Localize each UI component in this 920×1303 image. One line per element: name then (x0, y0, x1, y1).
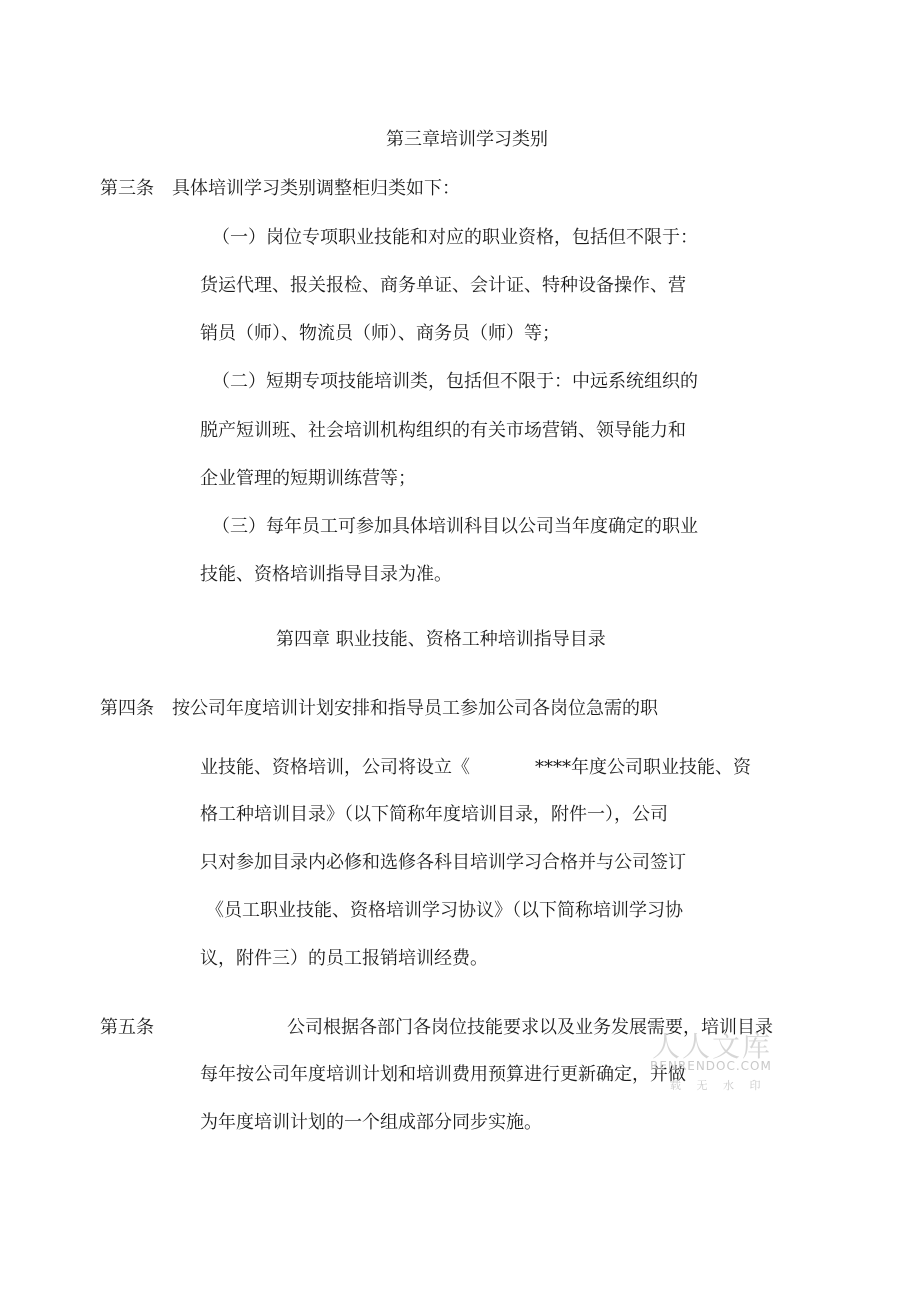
article-3-line: （三）每年员工可参加具体培训科目以公司当年度确定的职业 (212, 516, 698, 537)
watermark-main-text: 人人文库 (652, 1030, 773, 1063)
article-3-label: 第三条 (100, 178, 154, 199)
chapter-4-title: 第四章 职业技能、资格工种培训指导目录 (276, 629, 606, 650)
article-4-line: 只对参加目录内必修和选修各科目培训学习合格并与公司签订 (200, 852, 686, 873)
article-5-label: 第五条 (100, 1017, 154, 1038)
watermark-subtitle: 载 无 水 印 (670, 1079, 767, 1092)
article-3-line: 技能、资格培训指导目录为准。 (200, 564, 452, 585)
article-4-line: ****年度公司职业技能、资 (535, 757, 751, 778)
article-3-line: 货运代理、报关报检、商务单证、会计证、特种设备操作、营 (200, 275, 686, 296)
article-3-line: （一）岗位专项职业技能和对应的职业资格，包括但不限于： (212, 227, 698, 248)
article-4-line: 业技能、资格培训，公司将设立《 (200, 757, 470, 778)
article-5-line: 为年度培训计划的一个组成部分同步实施。 (200, 1112, 542, 1133)
article-4-label: 第四条 (100, 698, 154, 719)
article-3-line: （二）短期专项技能培训类，包括但不限于：中远系统组织的 (212, 371, 698, 392)
article-4-line: 格工种培训目录》（以下简称年度培训目录，附件一），公司 (200, 804, 668, 825)
article-5-line: 每年按公司年度培训计划和培训费用预算进行更新确定，并做 (200, 1064, 686, 1085)
article-3-line: 销员（师）、物流员（师）、商务员（师）等； (200, 323, 560, 344)
article-5-text: 公司根据各部门各岗位技能要求以及业务发展需要，培训目录 (287, 1017, 773, 1038)
article-4-line: 议，附件三）的员工报销培训经费。 (200, 948, 488, 969)
article-4-line: 《员工职业技能、资格培训学习协议》（以下简称培训学习协 (206, 900, 683, 921)
article-3-line: 脱产短训班、社会培训机构组织的有关市场营销、领导能力和 (200, 420, 686, 441)
watermark-url: RENRENDOC.COM (650, 1059, 772, 1073)
article-4-text: 按公司年度培训计划安排和指导员工参加公司各岗位急需的职 (172, 698, 658, 719)
article-3-line: 企业管理的短期训练营等； (200, 468, 416, 489)
article-3-text: 具体培训学习类别调整柜归类如下： (172, 178, 460, 199)
chapter-3-title: 第三章培训学习类别 (386, 129, 548, 150)
